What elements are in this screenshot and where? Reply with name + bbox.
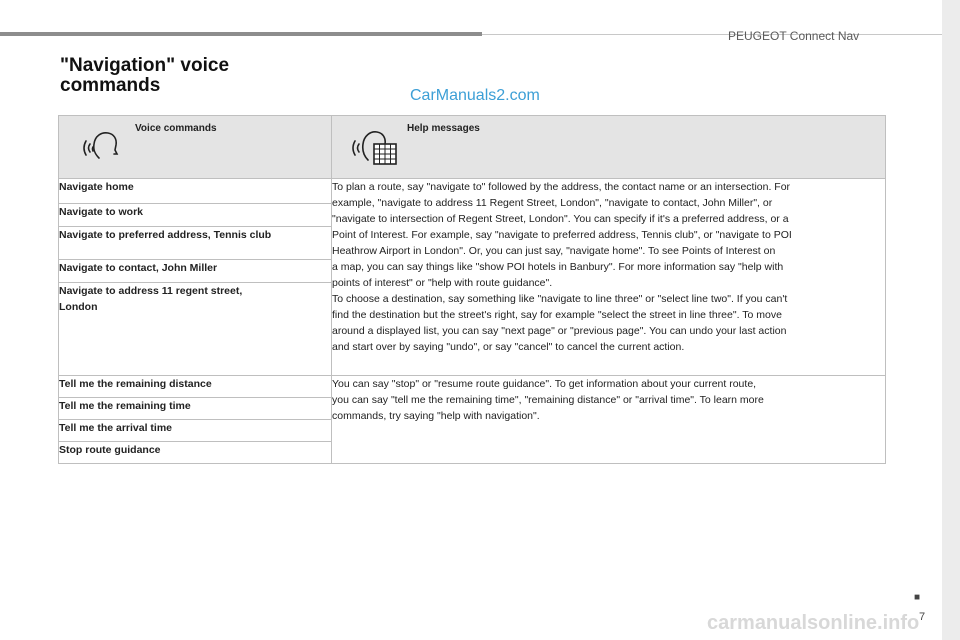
help-messages-header	[332, 116, 886, 179]
speaking-head-keypad-icon	[352, 126, 400, 171]
help-messages-label: Help messages	[407, 123, 480, 134]
help-line: commands, try saying "help with navigation".	[332, 410, 540, 422]
help-line: To choose a destination, say something like "navigate to line three" or "select line two". If you can't	[332, 293, 788, 305]
voice-commands-label: Voice commands	[135, 123, 217, 134]
help-line: You can say "stop" or "resume route guidance". To get information about your current route,	[332, 378, 757, 390]
help-message-cell	[332, 179, 886, 376]
command-cell: Navigate to work	[59, 204, 332, 227]
header-rule	[0, 32, 482, 36]
watermark-bottom[interactable]: carmanualsonline.info	[707, 612, 920, 634]
watermark-top[interactable]: CarManuals2.com	[410, 87, 540, 104]
help-line: find the destination but the street's right, say for example "select the street in line three". To move	[332, 309, 782, 321]
header-thin-rule	[482, 34, 942, 35]
command-cell: Navigate to contact, John Miller	[59, 260, 332, 283]
command-cell: Tell me the remaining time	[59, 398, 332, 420]
help-line: Point of Interest. For example, say "navigate to preferred address, Tennis club", or "navigate to POI	[332, 229, 792, 241]
voice-commands-header	[59, 116, 332, 179]
table-row	[59, 376, 886, 398]
table-header-row	[59, 116, 886, 179]
help-line: you can say "tell me the remaining time", "remaining distance" or "arrival time". To learn more	[332, 394, 764, 406]
help-line: example, "navigate to address 11 Regent Street, London", "navigate to contact, John Miller", or	[332, 197, 773, 209]
page-side-rail	[942, 0, 960, 640]
help-line: "navigate to intersection of Regent Street, London". You can specify if it's a preferred address, or a	[332, 213, 789, 225]
command-cell: Navigate to address 11 regent street, London	[59, 283, 332, 376]
page-marker: ■	[914, 592, 921, 603]
command-cell: Tell me the arrival time	[59, 420, 332, 442]
voice-commands-table	[58, 115, 886, 464]
page-number: 7	[919, 611, 926, 623]
help-message-cell	[332, 376, 886, 464]
command-cell: Stop route guidance	[59, 442, 332, 464]
help-line: and start over by saying "undo", or say "cancel" to cancel the current action.	[332, 341, 685, 353]
page-title: "Navigation" voice commands	[60, 55, 230, 96]
help-line: around a displayed list, you can say "next page" or "previous page". You can undo your last action	[332, 325, 787, 337]
speaking-head-icon	[81, 128, 121, 167]
command-cell: Navigate to preferred address, Tennis club	[59, 227, 332, 260]
command-cell: Tell me the remaining distance	[59, 376, 332, 398]
help-line: points of interest" or "help with route guidance".	[332, 277, 553, 289]
help-line: To plan a route, say "navigate to" followed by the address, the contact name or an intersection. For	[332, 181, 791, 193]
help-line: a map, you can say things like "show POI hotels in Banbury". For more information say "help with	[332, 261, 784, 273]
help-line: Heathrow Airport in London". Or, you can just say, "navigate home". To see Points of Interest on	[332, 245, 776, 257]
table-row	[59, 179, 886, 204]
header-brand: PEUGEOT Connect Nav	[728, 29, 860, 43]
command-cell: Navigate home	[59, 179, 332, 204]
